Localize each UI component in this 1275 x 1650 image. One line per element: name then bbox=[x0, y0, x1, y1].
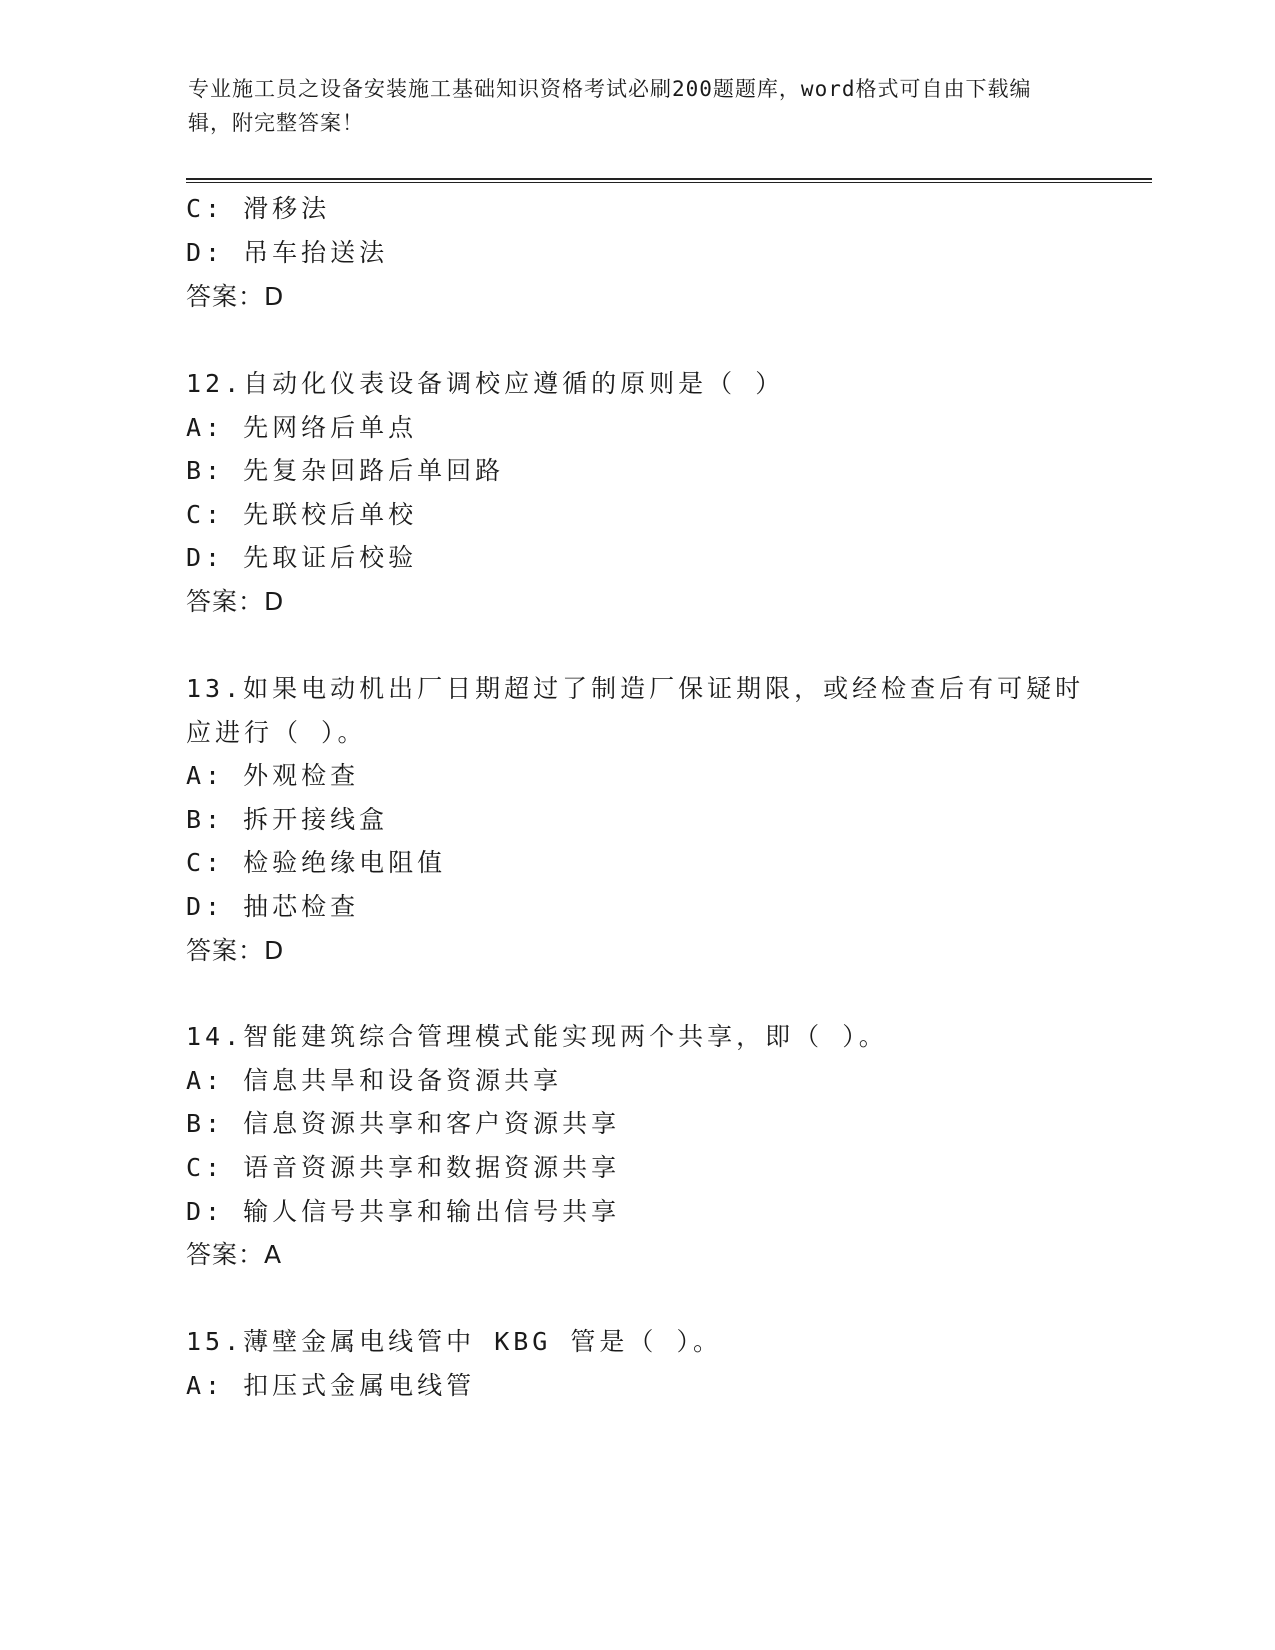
question-12-option-a: A: 先网络后单点 bbox=[186, 413, 418, 442]
question-14-option-b: B: 信息资源共享和客户资源共享 bbox=[186, 1109, 621, 1138]
question-12-answer: 答案：D bbox=[186, 587, 285, 616]
document-header: 专业施工员之设备安装施工基础知识资格考试必刷200题题库，word格式可自由下载编辑，附完整答案！ bbox=[188, 77, 1032, 135]
question-12-option-c: C: 先联校后单校 bbox=[186, 500, 418, 529]
question-15-stem: 15.薄壁金属电线管中 KBG 管是（ ）。 bbox=[186, 1327, 722, 1356]
question-13-stem-line2: 应进行（ ）。 bbox=[186, 718, 367, 747]
question-15-option-a: A: 扣压式金属电线管 bbox=[186, 1371, 476, 1400]
header-divider bbox=[186, 178, 1152, 183]
question-12-option-b: B: 先复杂回路后单回路 bbox=[186, 456, 505, 485]
question-12-stem: 12.自动化仪表设备调校应遵循的原则是（ ） bbox=[186, 369, 785, 398]
question-14-answer: 答案：A bbox=[186, 1240, 283, 1269]
question-12-option-d: D: 先取证后校验 bbox=[186, 543, 418, 572]
question-14-option-d: D: 输人信号共享和输出信号共享 bbox=[186, 1197, 621, 1226]
question-13-option-b: B: 拆开接线盒 bbox=[186, 805, 389, 834]
question-14-option-a: A: 信息共旱和设备资源共享 bbox=[186, 1066, 563, 1095]
question-14-stem: 14.智能建筑综合管理模式能实现两个共享，即（ ）。 bbox=[186, 1022, 888, 1051]
question-13-answer: 答案：D bbox=[186, 936, 285, 965]
prev-option-d: D: 吊车抬送法 bbox=[186, 238, 389, 267]
question-13-option-c: C: 检验绝缘电阻值 bbox=[186, 848, 447, 877]
prev-answer: 答案：D bbox=[186, 282, 285, 311]
question-13-option-a: A: 外观检查 bbox=[186, 761, 360, 790]
prev-option-c: C: 滑移法 bbox=[186, 194, 331, 223]
question-13-option-d: D: 抽芯检查 bbox=[186, 892, 360, 921]
question-13-stem-line1: 13.如果电动机出厂日期超过了制造厂保证期限，或经检查后有可疑时 bbox=[186, 674, 1085, 703]
question-14-option-c: C: 语音资源共享和数据资源共享 bbox=[186, 1153, 621, 1182]
